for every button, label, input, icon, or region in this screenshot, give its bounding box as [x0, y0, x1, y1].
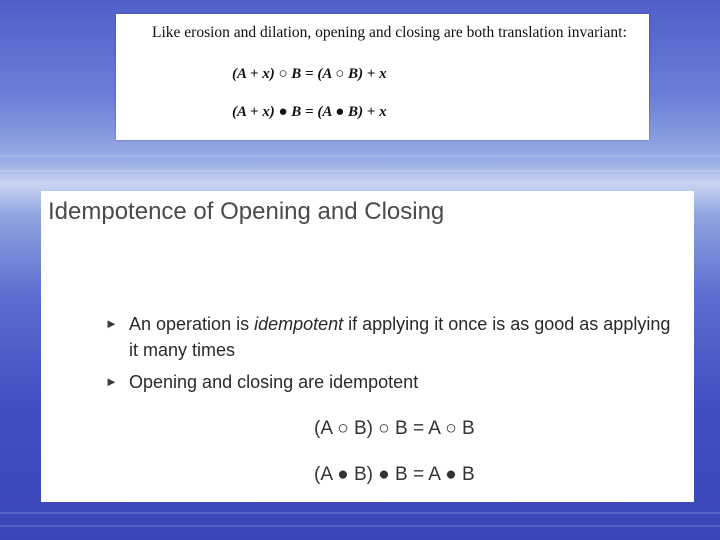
bullet-text [129, 311, 675, 363]
slide-title: Idempotence of Opening and Closing [48, 198, 445, 225]
bullet-arrow-icon: ► [105, 374, 118, 389]
bullet-text: Opening and closing are idempotent [129, 372, 419, 392]
scanned-excerpt [116, 14, 649, 140]
slide-panel [41, 191, 694, 502]
bullet-text-part: An operation is [129, 314, 255, 334]
bullet-emphasis: idempotent [254, 314, 344, 334]
scan-opening-equation: (A + x) ○ B = (A ○ B) + x [232, 66, 387, 82]
background-ripple [0, 155, 720, 157]
background-ripple [0, 170, 720, 172]
bullet-item-idempotent [105, 311, 675, 363]
background-ripple [0, 525, 720, 527]
background-ripple [0, 512, 720, 514]
bullet-arrow-icon: ► [105, 316, 118, 331]
opening-idempotence-equation: (A ○ B) ○ B = A ○ B [314, 418, 475, 439]
scan-closing-equation: (A + x) ● B = (A ● B) + x [232, 104, 387, 120]
closing-idempotence-equation: (A ● B) ● B = A ● B [314, 464, 475, 485]
bullet-item-opening-closing [105, 369, 675, 395]
bullet-text-part: if applying it once is as good as applying it many times [129, 314, 671, 360]
scan-intro-text: Like erosion and dilation, opening and closing are both translation invariant: [152, 24, 627, 41]
